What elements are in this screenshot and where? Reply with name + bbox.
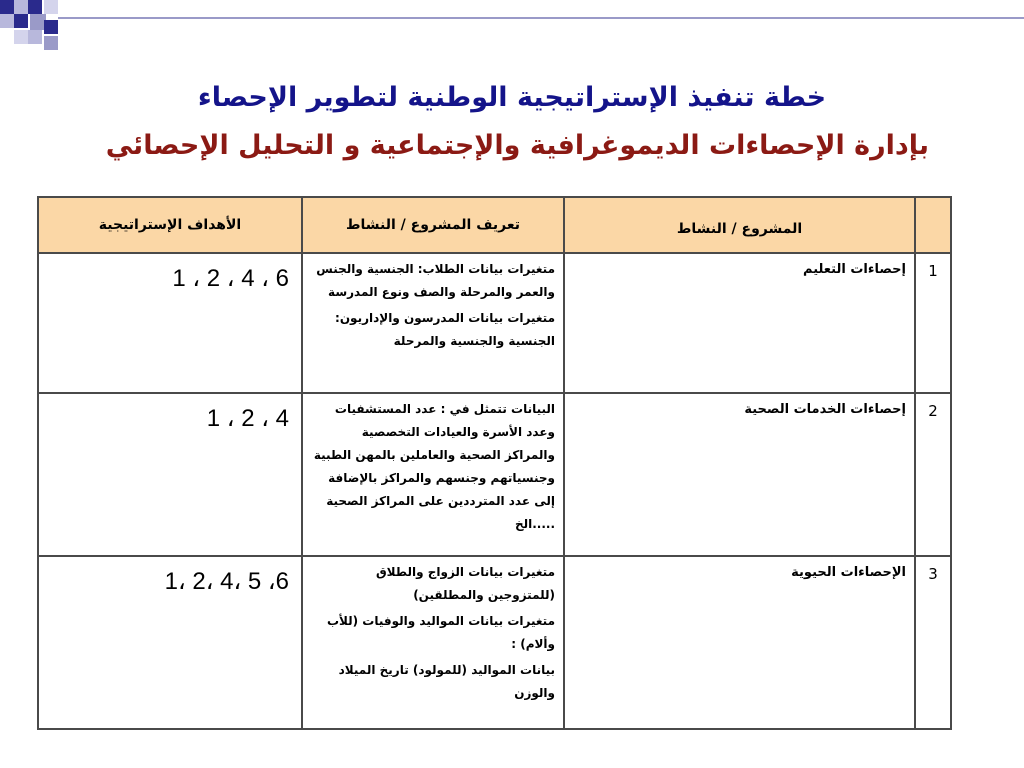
deco-square xyxy=(44,0,58,14)
row-number: 3 xyxy=(915,556,951,729)
header-num xyxy=(915,197,951,253)
deco-square xyxy=(14,14,28,28)
table-row xyxy=(38,556,951,729)
goals-value: 1 ، 2 ، 4 ، 6 xyxy=(172,265,289,292)
definition-line: متغيرات بيانات المدرسون والإداريون: الجنسية والجنسية والمرحلة xyxy=(335,311,555,348)
header-definition: تعريف المشروع / النشاط xyxy=(302,197,564,253)
definition-line: البيانات تتمثل في : عدد المستشفيات وعدد الأسرة والعيادات التخصصية والمراكز الصحية والعاملين بالمهن الطبية وجنسياتهم وجنسهم والمراكز بالإضافة إلى عدد المترددين على المراكز الصحية .....الخ xyxy=(313,402,555,531)
row-number: 1 xyxy=(915,253,951,393)
definition-line: متغيرات بيانات الطلاب: الجنسية والجنس والعمر والمرحلة والصف ونوع المدرسة xyxy=(316,262,555,299)
deco-square xyxy=(14,30,28,44)
row-goals xyxy=(38,556,302,729)
goals-value: 1، 2، 4، 5 ،6 xyxy=(164,568,289,595)
deco-square xyxy=(28,30,42,44)
header-project: المشروع / النشاط xyxy=(564,197,915,253)
header-goals: الأهداف الإستراتيجية xyxy=(38,197,302,253)
table-header-row xyxy=(38,197,951,253)
deco-square xyxy=(44,36,58,50)
plan-table xyxy=(37,196,952,730)
deco-square xyxy=(44,20,58,34)
row-goals xyxy=(38,393,302,556)
deco-square xyxy=(0,0,14,14)
definition-line: متغيرات بيانات المواليد والوفيات (للأب وألام) : xyxy=(326,614,555,651)
definition-line: بيانات المواليد (للمولود) تاريخ الميلاد والوزن xyxy=(338,663,555,700)
header-rule xyxy=(58,17,1024,19)
deco-square xyxy=(0,14,14,28)
deco-square xyxy=(14,0,28,14)
slide-title: خطة تنفيذ الإستراتيجية الوطنية لتطوير الإحصاء xyxy=(197,82,827,113)
table-row xyxy=(38,393,951,556)
row-project: الإحصاءات الحيوية xyxy=(564,556,915,729)
table-row xyxy=(38,253,951,393)
row-definition xyxy=(302,393,564,556)
row-definition xyxy=(302,253,564,393)
row-number: 2 xyxy=(915,393,951,556)
row-project: إحصاءات الخدمات الصحية xyxy=(564,393,915,556)
row-definition xyxy=(302,556,564,729)
definition-line: متغيرات بيانات الزواج والطلاق (للمتزوجين والمطلقين) xyxy=(375,565,555,602)
goals-value: 1 ، 2 ، 4 xyxy=(206,405,289,432)
deco-square xyxy=(28,0,42,14)
row-project: إحصاءات التعليم xyxy=(564,253,915,393)
row-goals xyxy=(38,253,302,393)
slide-subtitle: بإدارة الإحصاءات الديموغرافية والإجتماعية و التحليل الإحصائي xyxy=(105,130,929,161)
